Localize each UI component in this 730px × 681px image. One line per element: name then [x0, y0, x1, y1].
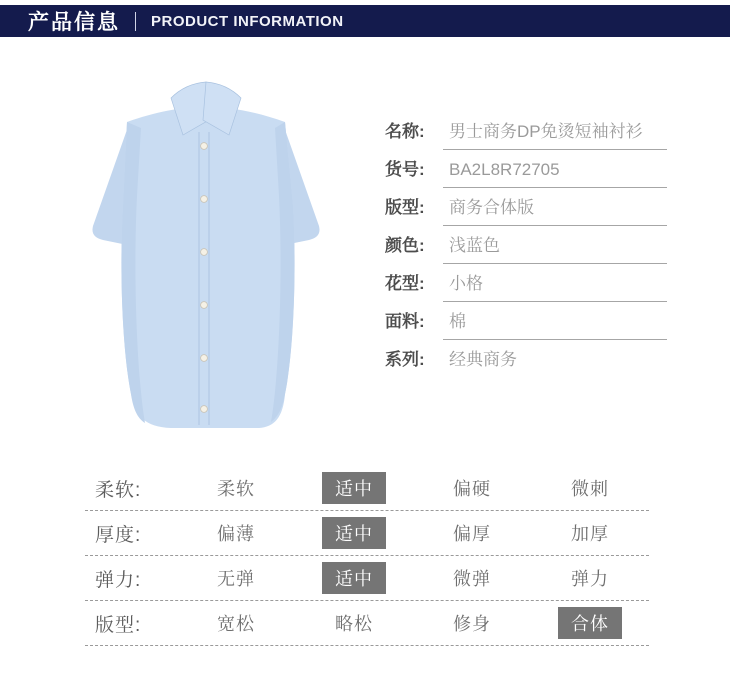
attribute-option: 无弹 [217, 569, 255, 589]
attribute-option: 微刺 [571, 479, 609, 499]
attribute-option: 柔软 [217, 479, 255, 499]
attribute-option: 弹力 [571, 569, 609, 589]
attribute-option: 合体 [558, 607, 622, 639]
attribute-row-thickness [85, 511, 649, 556]
attribute-option: 加厚 [571, 524, 609, 544]
attribute-option: 适中 [322, 562, 386, 594]
attribute-row-label: 版型: [95, 614, 142, 636]
spec-value: 浅蓝色 [443, 235, 667, 264]
spec-row-name [385, 121, 667, 150]
attribute-table [85, 466, 649, 646]
attribute-option: 适中 [322, 517, 386, 549]
attribute-row-label: 柔软: [95, 479, 142, 501]
spec-label: 颜色: [385, 236, 425, 255]
product-info-header [0, 5, 730, 37]
spec-value: BA2L8R72705 [443, 159, 667, 188]
attribute-option: 微弹 [453, 569, 491, 589]
spec-value: 经典商务 [449, 350, 517, 369]
attribute-row-elasticity [85, 556, 649, 601]
spec-value: 小格 [443, 273, 667, 302]
attribute-option: 宽松 [217, 614, 255, 634]
attribute-row-label: 厚度: [95, 524, 142, 546]
attribute-row-softness [85, 466, 649, 511]
header-title-zh: 产品信息 [28, 11, 120, 34]
attribute-row-fit [85, 601, 649, 646]
attribute-option: 偏厚 [453, 524, 491, 544]
attribute-option: 偏薄 [217, 524, 255, 544]
spec-label: 系列: [385, 350, 425, 369]
product-image-shirt [85, 76, 335, 438]
header-divider [135, 12, 136, 31]
spec-row-fabric [385, 311, 667, 340]
spec-value: 男士商务DP免烫短袖衬衫 [443, 121, 667, 150]
spec-label: 花型: [385, 274, 425, 293]
spec-value: 商务合体版 [443, 197, 667, 226]
spec-row-item-number [385, 159, 667, 188]
spec-row-color [385, 235, 667, 264]
attribute-option: 修身 [453, 614, 491, 634]
header-title-en: PRODUCT INFORMATION [151, 12, 344, 30]
spec-label: 版型: [385, 198, 425, 217]
spec-value: 棉 [443, 311, 667, 340]
spec-label: 货号: [385, 160, 425, 179]
attribute-option: 略松 [335, 614, 373, 634]
spec-row-pattern [385, 273, 667, 302]
shirt-illustration [85, 76, 335, 438]
attribute-row-label: 弹力: [95, 569, 142, 591]
attribute-option: 适中 [322, 472, 386, 504]
spec-row-fit [385, 197, 667, 226]
spec-label: 名称: [385, 122, 425, 141]
spec-label: 面料: [385, 312, 425, 331]
attribute-option: 偏硬 [453, 479, 491, 499]
spec-panel [385, 121, 667, 386]
spec-row-series [385, 349, 667, 377]
